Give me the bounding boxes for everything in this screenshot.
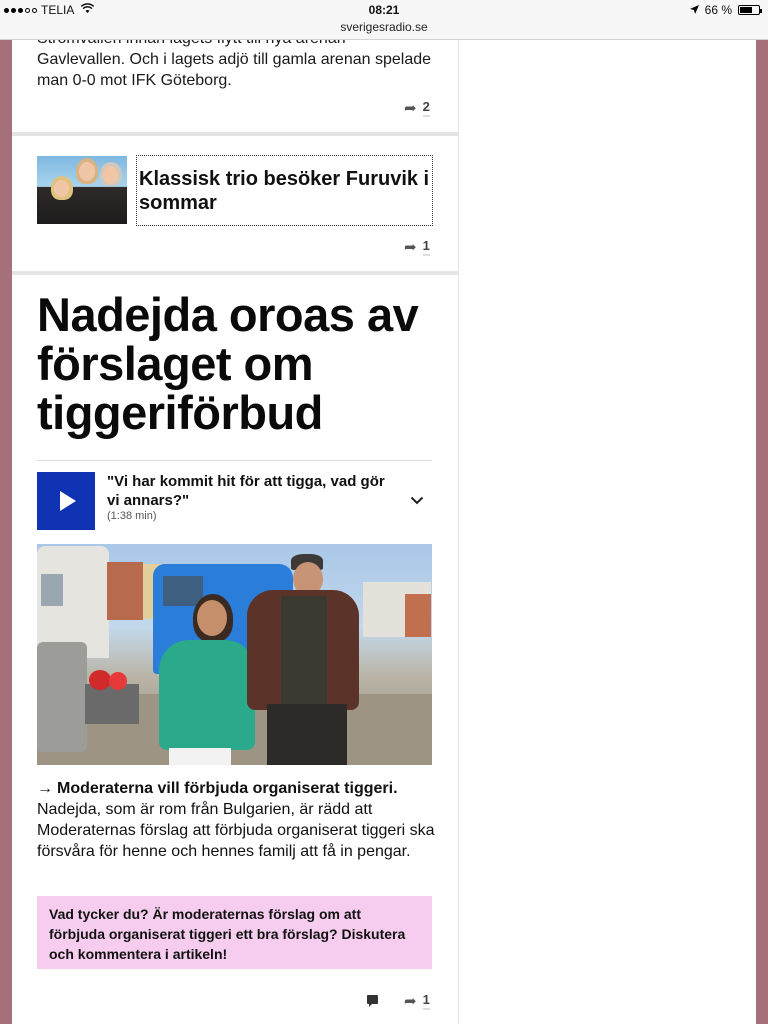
share-count: 1 — [423, 238, 430, 256]
share-button[interactable] — [404, 99, 430, 117]
news-feed — [12, 40, 458, 1024]
audio-divider — [37, 460, 432, 461]
divider — [12, 271, 458, 275]
status-bar — [0, 0, 768, 40]
teaser-headline[interactable]: Klassisk trio besöker Furuvik i sommar — [136, 155, 433, 226]
article-lead-link[interactable] — [37, 778, 437, 799]
arrow-right-icon: → — [37, 780, 53, 797]
divider — [12, 132, 458, 136]
share-arrow-icon: ➦ — [404, 100, 417, 117]
teaser-share-button[interactable] — [404, 238, 430, 256]
carrier-name: TELIA — [41, 3, 75, 17]
clock: 08:21 — [368, 3, 400, 17]
article-photo[interactable] — [37, 544, 432, 765]
chevron-down-icon[interactable] — [410, 492, 424, 510]
share-arrow-icon: ➦ — [404, 239, 417, 256]
article-summary: Nadejda, som är rom från Bulgarien, är rädd att Moderaternas förslag att förbjuda organiserat tiggeri ska försvåra för henne och hennes familj att få in pengar. — [37, 801, 435, 860]
previous-item-body: Gavlevallen. Och i lagets adjö till gamla arenan spelade man 0-0 mot IFK Göteborg. — [37, 51, 432, 89]
battery-percent: 66 % — [704, 3, 732, 17]
share-count: 1 — [423, 992, 430, 1010]
comment-icon[interactable] — [367, 995, 378, 1004]
audio-play-button[interactable] — [37, 472, 95, 530]
article-body — [37, 778, 437, 862]
share-count: 2 — [423, 99, 430, 117]
discussion-callout[interactable]: Vad tycker du? Är moderaternas förslag om att förbjuda organiserat tiggeri ett bra förslag? Diskutera och kommentera i artikeln! — [37, 896, 432, 969]
play-icon — [60, 491, 76, 511]
battery-icon — [738, 5, 760, 15]
right-sidebar — [458, 40, 756, 1024]
lead-text: Moderaterna vill förbjuda organiserat tiggeri. — [57, 780, 398, 797]
audio-clip-title[interactable]: "Vi har kommit hit för att tigga, vad gör vi annars?" — [107, 473, 385, 509]
share-arrow-icon: ➦ — [404, 993, 417, 1010]
article-headline[interactable]: Nadejda oroas av förslaget om tiggeriförbud — [37, 288, 419, 439]
status-right — [690, 3, 760, 17]
article-share-button[interactable] — [404, 992, 430, 1010]
location-arrow-icon — [690, 3, 699, 17]
audio-duration: (1:38 min) — [107, 510, 157, 522]
address-url[interactable]: sverigesradio.se — [340, 20, 428, 34]
teaser-image[interactable] — [37, 156, 127, 224]
